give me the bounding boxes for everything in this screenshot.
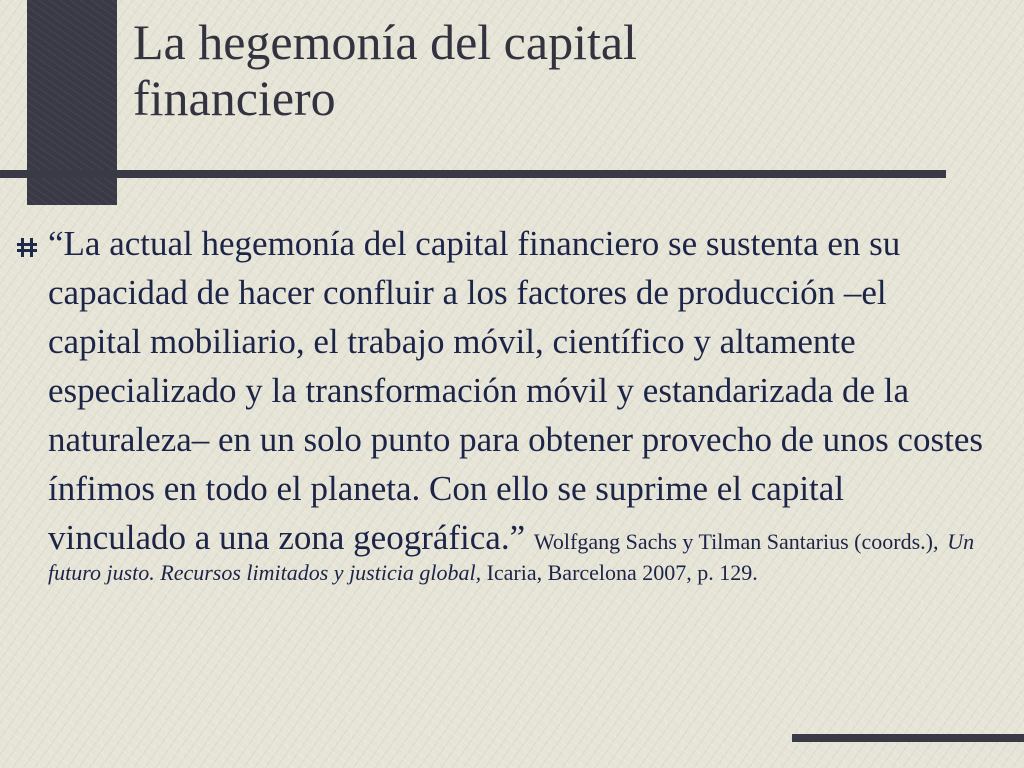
quote-text: “La actual hegemonía del capital financiero se sustenta en su capacidad de hacer confluir a los factores de producción –el capital mobiliario, el trabajo móvil, científico y altamente especializado y la transformación móvil y estandarizada de la naturaleza– en un solo punto para obtener provecho de unos costes ínfimos en todo el planeta. Con ello se suprime el capital vinculado a una zona geográfica.” xyxy=(48,224,983,557)
quote-paragraph xyxy=(48,219,988,588)
citation-authors: Wolfgang Sachs y Tilman Santarius (coords.), xyxy=(533,529,939,554)
citation-title: futuro justo. Recursos limitados y justicia global, xyxy=(48,560,482,585)
title-line-2: financiero xyxy=(133,70,336,126)
footer-divider-line xyxy=(792,734,1024,742)
slide-title xyxy=(133,14,953,126)
title-line-1: La hegemonía del capital xyxy=(133,14,637,70)
hash-bullet-icon xyxy=(14,234,40,260)
citation-publisher: Icaria, Barcelona 2007, p. 129. xyxy=(486,560,758,585)
title-divider-line xyxy=(0,170,946,178)
citation-title-start: Un xyxy=(947,529,975,554)
citation-line xyxy=(48,558,988,588)
